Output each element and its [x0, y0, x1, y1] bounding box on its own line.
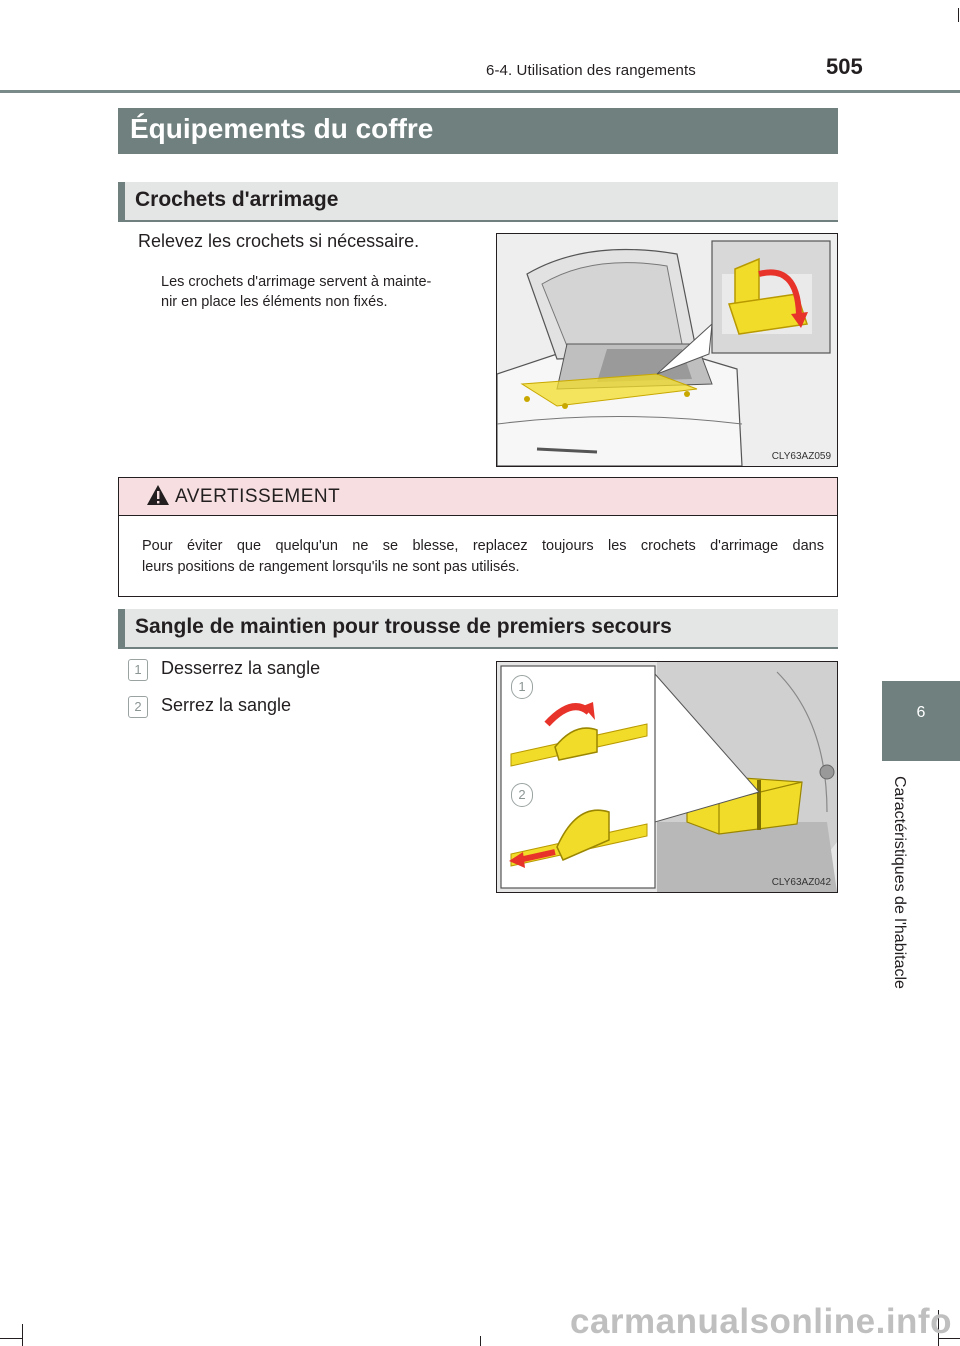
crop-mark — [480, 1336, 481, 1346]
section-heading-accent — [118, 182, 125, 222]
warning-text — [142, 536, 824, 578]
instruction-text: Relevez les crochets si nécessaire. — [138, 231, 420, 251]
warning-title: AVERTISSEMENT — [175, 486, 341, 507]
warning-line: Pour éviter que quelqu'un ne se blesse, replacez toujours les crochets d'arrimage dans — [142, 538, 824, 554]
note-line: nir en place les éléments non fixés. — [161, 294, 388, 310]
figure-code: CLY63AZ059 — [771, 451, 831, 462]
figure-callout-2: 2 — [511, 783, 533, 807]
trunk-illustration — [497, 234, 837, 466]
figure-trunk-hooks — [496, 233, 838, 467]
step-text: Serrez la sangle — [161, 695, 292, 715]
figure-callout-1: 1 — [511, 675, 533, 699]
warning-triangle-icon — [146, 484, 170, 511]
chapter-label: Caractéristiques de l'habitacle — [891, 776, 908, 989]
header-section-title: 6-4. Utilisation des rangements — [486, 62, 696, 79]
section-heading-hooks: Crochets d'arrimage — [135, 188, 339, 211]
chapter-number: 6 — [916, 704, 926, 721]
header-rule — [0, 90, 960, 93]
note-text — [161, 272, 471, 312]
main-title: Équipements du coffre — [130, 113, 434, 144]
step-number-badge: 2 — [128, 696, 148, 718]
figure-first-aid-strap — [496, 661, 838, 893]
warning-line: leurs positions de rangement lorsqu'ils ne sont pas utilisés. — [142, 559, 520, 575]
crop-mark — [958, 8, 959, 22]
strap-illustration — [497, 662, 837, 892]
section-heading-accent — [118, 609, 125, 649]
step-text: Desserrez la sangle — [161, 658, 321, 678]
page-number: 505 — [826, 54, 863, 79]
section-heading-strap: Sangle de maintien pour trousse de premiers secours — [135, 615, 672, 638]
crop-mark — [0, 1338, 22, 1339]
watermark: carmanualsonline.info — [570, 1302, 952, 1341]
crop-mark — [22, 1324, 23, 1346]
section-heading-bar — [118, 182, 838, 222]
figure-code: CLY63AZ042 — [771, 877, 831, 888]
section-heading-bar — [118, 609, 838, 649]
note-line: Les crochets d'arrimage servent à mainte- — [161, 274, 432, 290]
step-number-badge: 1 — [128, 659, 148, 681]
